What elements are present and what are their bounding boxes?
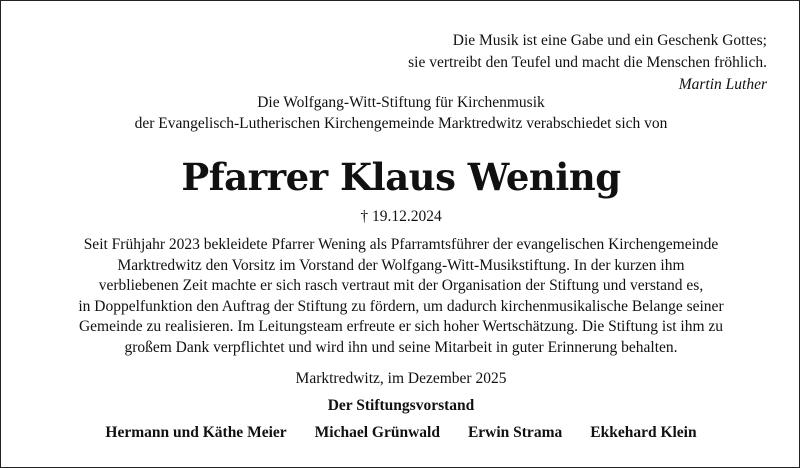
signer-name: Michael Grünwald: [314, 424, 440, 441]
quote-author: Martin Luther: [678, 76, 767, 93]
signer-name: Ekkehard Klein: [590, 424, 697, 441]
quote-line: sie vertreibt den Teufel und macht die Menschen fröhlich.: [408, 54, 767, 71]
quote-line: Die Musik ist eine Gabe und ein Geschenk Gottes;: [452, 32, 767, 49]
tribute-line: großem Dank verpflichtet und wird ihn und seine Mitarbeit in guter Erinnerung behalten.: [124, 338, 678, 356]
signer-name: Hermann und Käthe Meier: [105, 424, 287, 441]
tribute-line: Seit Frühjahr 2023 bekleidete Pfarrer Wening als Pfarramtsführer der evangelischen Kirchengemeinde: [83, 236, 719, 253]
intro-text: [1, 92, 800, 134]
tribute-line: verbliebenen Zeit machte er sich rasch vertraut mit der Organisation der Stiftung und verstand es,: [98, 277, 704, 295]
tribute-text: [1, 235, 800, 359]
tribute-line: Marktredwitz den Vorsitz im Vorstand der Wolfgang-Witt-Musikstiftung. In der kurzen ihm: [117, 256, 685, 274]
tribute-line: Gemeinde zu realisieren. Im Leitungsteam erfreute er sich hoher Wertschätzung. Die Stiftung ist ihm zu: [78, 318, 724, 336]
signer-name: Erwin Strama: [467, 424, 563, 441]
board-heading: Der Stiftungsvorstand: [327, 397, 475, 414]
signers-list: [1, 423, 800, 443]
intro-line: Die Wolfgang-Witt-Stiftung für Kirchenmusik: [257, 94, 545, 111]
place-and-date: Marktredwitz, im Dezember 2025: [295, 370, 507, 387]
intro-line: der Evangelisch-Lutherischen Kirchengemeinde Marktredwitz verabschiedet sich von: [134, 115, 668, 132]
tribute-line: in Doppelfunktion den Auftrag der Stiftung zu fördern, um dadurch kirchenmusikalische Belange seiner: [78, 297, 724, 315]
deceased-name: Pfarrer Klaus Wening: [181, 155, 621, 199]
death-date: † 19.12.2024: [360, 208, 442, 225]
luther-quote: [247, 30, 767, 96]
